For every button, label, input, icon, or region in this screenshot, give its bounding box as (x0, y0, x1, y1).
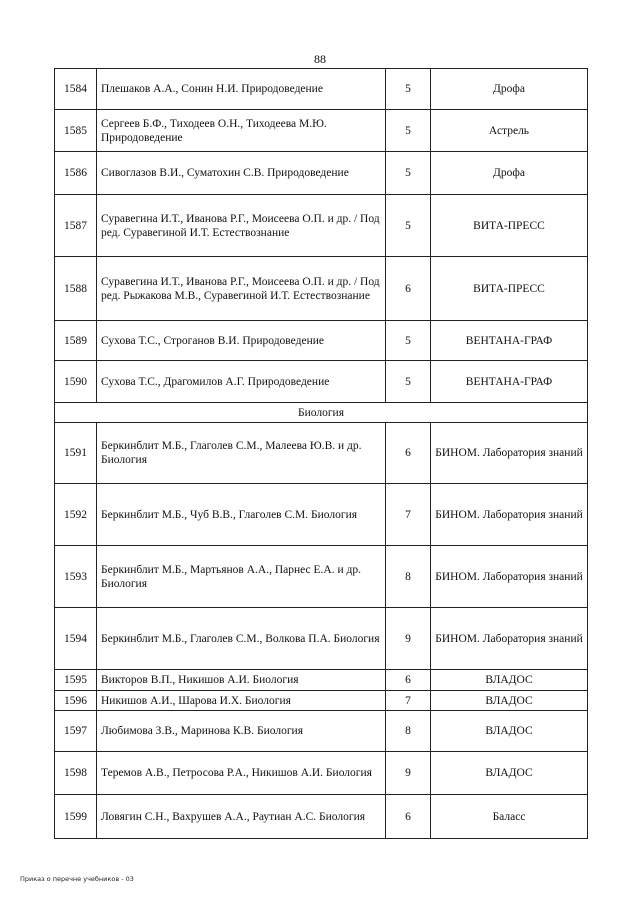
publisher: Астрель (431, 110, 588, 152)
table-row (55, 608, 588, 670)
publisher: БИНОМ. Лаборатория знаний (431, 608, 588, 670)
book-title: Суравегина И.Т., Иванова Р.Г., Моисеева О.П. и др. / Под ред. Рыжакова М.В., Суравегиной И.Т. Естествознание (97, 257, 386, 321)
row-number: 1589 (55, 321, 97, 361)
row-number: 1594 (55, 608, 97, 670)
row-number: 1596 (55, 691, 97, 711)
publisher: ВЛАДОС (431, 711, 588, 752)
row-number: 1599 (55, 795, 97, 839)
table-row (55, 423, 588, 484)
grade: 6 (386, 423, 431, 484)
publisher: ВЛАДОС (431, 691, 588, 711)
publisher: ВЕНТАНА-ГРАФ (431, 361, 588, 403)
book-title: Плешаков А.А., Сонин Н.И. Природоведение (97, 69, 386, 110)
grade: 6 (386, 670, 431, 691)
book-title: Беркинблит М.Б., Чуб В.В., Глаголев С.М. Биология (97, 484, 386, 546)
book-title: Ловягин С.Н., Вахрушев А.А., Раутиан А.С. Биология (97, 795, 386, 839)
table-row (55, 110, 588, 152)
book-title: Никишов А.И., Шарова И.Х. Биология (97, 691, 386, 711)
row-number: 1593 (55, 546, 97, 608)
grade: 7 (386, 484, 431, 546)
publisher: Баласс (431, 795, 588, 839)
book-title: Любимова З.В., Маринова К.В. Биология (97, 711, 386, 752)
grade: 8 (386, 711, 431, 752)
row-number: 1584 (55, 69, 97, 110)
row-number: 1597 (55, 711, 97, 752)
row-number: 1587 (55, 195, 97, 257)
row-number: 1585 (55, 110, 97, 152)
publisher: ВЛАДОС (431, 752, 588, 795)
table-row (55, 69, 588, 110)
grade: 5 (386, 361, 431, 403)
section-title: Биология (55, 403, 588, 423)
table-row (55, 321, 588, 361)
table-row (55, 711, 588, 752)
textbook-table (54, 68, 588, 839)
page-number: 88 (314, 52, 326, 66)
book-title: Викторов В.П., Никишов А.И. Биология (97, 670, 386, 691)
grade: 6 (386, 795, 431, 839)
table-row (55, 752, 588, 795)
book-title: Сивоглазов В.И., Суматохин С.В. Природоведение (97, 152, 386, 195)
grade: 5 (386, 321, 431, 361)
publisher: Дрофа (431, 152, 588, 195)
table-row (55, 546, 588, 608)
grade: 9 (386, 608, 431, 670)
footer-note: Приказ о перечне учебников - 03 (20, 875, 134, 883)
publisher: БИНОМ. Лаборатория знаний (431, 423, 588, 484)
publisher: БИНОМ. Лаборатория знаний (431, 484, 588, 546)
table-row (55, 257, 588, 321)
book-title: Теремов А.В., Петросова Р.А., Никишов А.И. Биология (97, 752, 386, 795)
grade: 5 (386, 195, 431, 257)
table-row (55, 152, 588, 195)
book-title: Сергеев Б.Ф., Тиходеев О.Н., Тиходеева М.Ю. Природоведение (97, 110, 386, 152)
row-number: 1595 (55, 670, 97, 691)
publisher: ВЕНТАНА-ГРАФ (431, 321, 588, 361)
publisher: БИНОМ. Лаборатория знаний (431, 546, 588, 608)
table-row (55, 670, 588, 691)
row-number: 1592 (55, 484, 97, 546)
row-number: 1586 (55, 152, 97, 195)
book-title: Беркинблит М.Б., Мартьянов А.А., Парнес Е.А. и др. Биология (97, 546, 386, 608)
grade: 5 (386, 69, 431, 110)
section-row (55, 403, 588, 423)
grade: 5 (386, 152, 431, 195)
book-title: Сухова Т.С., Драгомилов А.Г. Природоведение (97, 361, 386, 403)
row-number: 1588 (55, 257, 97, 321)
publisher: ВИТА-ПРЕСС (431, 257, 588, 321)
book-title: Сухова Т.С., Строганов В.И. Природоведение (97, 321, 386, 361)
grade: 9 (386, 752, 431, 795)
row-number: 1590 (55, 361, 97, 403)
grade: 5 (386, 110, 431, 152)
publisher: ВИТА-ПРЕСС (431, 195, 588, 257)
grade: 8 (386, 546, 431, 608)
table-row (55, 484, 588, 546)
table-row (55, 691, 588, 711)
table-row (55, 195, 588, 257)
book-title: Беркинблит М.Б., Глаголев С.М., Волкова П.А. Биология (97, 608, 386, 670)
publisher: ВЛАДОС (431, 670, 588, 691)
book-title: Беркинблит М.Б., Глаголев С.М., Малеева Ю.В. и др. Биология (97, 423, 386, 484)
row-number: 1598 (55, 752, 97, 795)
table-row (55, 361, 588, 403)
publisher: Дрофа (431, 69, 588, 110)
grade: 6 (386, 257, 431, 321)
book-title: Суравегина И.Т., Иванова Р.Г., Моисеева О.П. и др. / Под ред. Суравегиной И.Т. Естествознание (97, 195, 386, 257)
row-number: 1591 (55, 423, 97, 484)
table-row (55, 795, 588, 839)
grade: 7 (386, 691, 431, 711)
